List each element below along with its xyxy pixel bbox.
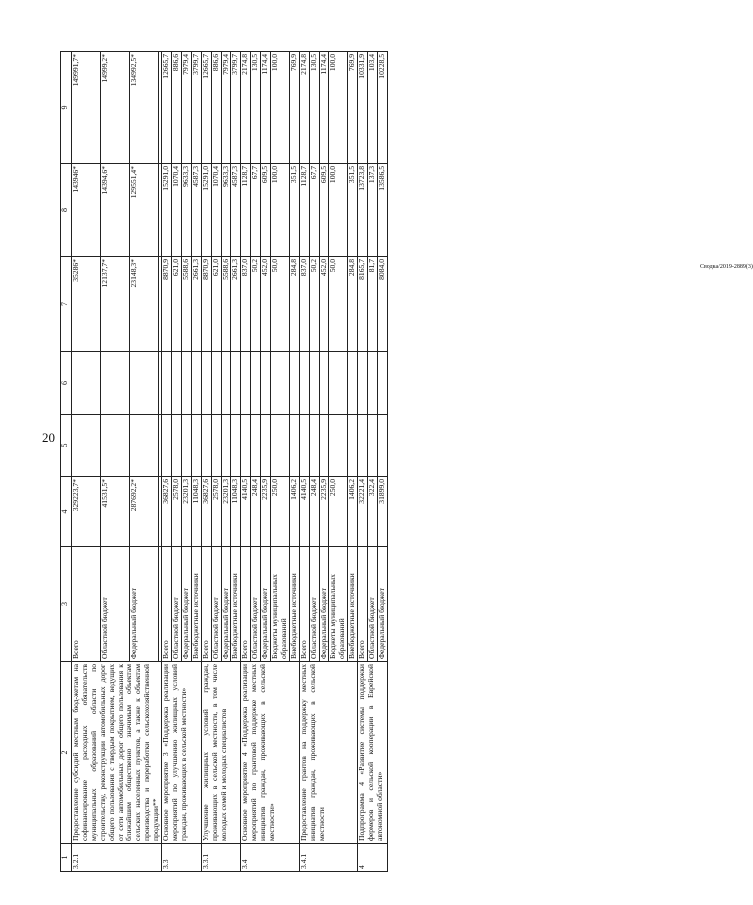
value-c9: 134992,5*: [130, 52, 159, 164]
funding-source: Областной бюджет: [368, 547, 378, 662]
value-c5: [329, 415, 348, 477]
value-c7: 8165,7: [358, 257, 368, 352]
value-c4: 36827,6: [162, 477, 172, 547]
value-c4: 322,4: [368, 477, 378, 547]
funding-source: Федеральный бюджет: [261, 547, 271, 662]
footer-note: Сводка/2019-2889(3): [700, 264, 753, 270]
value-c6: [72, 352, 101, 415]
value-c6: [191, 352, 201, 415]
value-c6: [329, 352, 348, 415]
value-c7: 50,2: [251, 257, 261, 352]
value-c6: [201, 352, 211, 415]
value-c6: [358, 352, 368, 415]
value-c4: 11048,3: [231, 477, 241, 547]
value-c6: [289, 352, 299, 415]
row-description: Основное мероприятие 3 «Поддержка реализации мероприятий по улучшению жилищных условий граждан, проживающих в сельской местности»: [162, 662, 202, 844]
value-c5: [319, 415, 329, 477]
value-c9: 100,0: [329, 52, 348, 164]
table-row: [299, 52, 309, 872]
value-c5: [181, 415, 191, 477]
value-c8: 15291,0: [162, 164, 172, 257]
header-cell: 5: [61, 415, 72, 477]
value-c7: 621,0: [171, 257, 181, 352]
value-c5: [130, 415, 159, 477]
value-c8: 1128,7: [299, 164, 309, 257]
funding-source: Федеральный бюджет: [319, 547, 329, 662]
row-code: 3.4.1: [299, 844, 357, 872]
value-c8: 9633,3: [181, 164, 191, 257]
value-c6: [130, 352, 159, 415]
value-c8: 129551,4*: [130, 164, 159, 257]
value-c6: [221, 352, 231, 415]
value-c7: 35286*: [72, 257, 101, 352]
value-c9: 100,0: [271, 52, 290, 164]
funding-source: Внебюджетные источники: [231, 547, 241, 662]
value-c6: [162, 352, 172, 415]
value-c9: 7979,4: [221, 52, 231, 164]
funding-source: Внебюджетные источники: [191, 547, 201, 662]
row-code: 3.4: [241, 844, 299, 872]
funding-source: Областной бюджет: [251, 547, 261, 662]
value-c8: 351,5: [289, 164, 299, 257]
value-c4: 11048,3: [191, 477, 201, 547]
value-c5: [271, 415, 290, 477]
value-c7: 2661,3: [191, 257, 201, 352]
header-cell: 1: [61, 844, 72, 872]
funding-source: Всего: [162, 547, 172, 662]
value-c5: [171, 415, 181, 477]
value-c9: 3799,7: [231, 52, 241, 164]
value-c6: [348, 352, 358, 415]
value-c5: [299, 415, 309, 477]
value-c9: 12665,7: [162, 52, 172, 164]
value-c4: 41531,5*: [101, 477, 130, 547]
value-c6: [231, 352, 241, 415]
value-c5: [289, 415, 299, 477]
value-c4: 23201,3: [221, 477, 231, 547]
table-row: [201, 52, 211, 872]
value-c6: [299, 352, 309, 415]
funding-source: Бюджеты муниципальных образований: [329, 547, 348, 662]
value-c5: [72, 415, 101, 477]
header-cell: 8: [61, 164, 72, 257]
value-c6: [378, 352, 388, 415]
value-c8: 1070,4: [171, 164, 181, 257]
value-c9: 769,9: [348, 52, 358, 164]
funding-source: Бюджеты муниципальных образований: [271, 547, 290, 662]
value-c5: [348, 415, 358, 477]
funding-source: Областной бюджет: [101, 547, 130, 662]
value-c5: [378, 415, 388, 477]
value-c9: 769,9: [289, 52, 299, 164]
value-c4: 2578,0: [211, 477, 221, 547]
value-c8: 14394,6*: [101, 164, 130, 257]
value-c5: [201, 415, 211, 477]
value-c7: 284,8: [348, 257, 358, 352]
value-c8: 4587,3: [191, 164, 201, 257]
value-c4: 23201,3: [181, 477, 191, 547]
table-row: [72, 52, 101, 872]
value-c8: 100,0: [271, 164, 290, 257]
value-c7: 452,0: [261, 257, 271, 352]
value-c6: [251, 352, 261, 415]
funding-source: Областной бюджет: [211, 547, 221, 662]
table-row: [241, 52, 251, 872]
value-c9: 7979,4: [181, 52, 191, 164]
header-cell: 2: [61, 662, 72, 844]
value-c8: 609,5: [319, 164, 329, 257]
value-c5: [231, 415, 241, 477]
value-c4: 1406,2: [289, 477, 299, 547]
value-c6: [241, 352, 251, 415]
funding-source: Областной бюджет: [309, 547, 319, 662]
table-row: [358, 52, 368, 872]
value-c6: [171, 352, 181, 415]
value-c4: 329223,7*: [72, 477, 101, 547]
row-description: Основное мероприятие 4 «Поддержка реализации мероприятий по грантовой поддержке местных инициатив граждан, проживающих в сельской местности»: [241, 662, 299, 844]
value-c7: 2661,3: [231, 257, 241, 352]
value-c4: 287692,2*: [130, 477, 159, 547]
value-c7: 50,0: [271, 257, 290, 352]
value-c8: 15291,0: [201, 164, 211, 257]
header-cell: 4: [61, 477, 72, 547]
value-c7: 81,7: [368, 257, 378, 352]
value-c7: 5588,6: [181, 257, 191, 352]
value-c9: 2174,8: [241, 52, 251, 164]
value-c6: [309, 352, 319, 415]
value-c8: 351,5: [348, 164, 358, 257]
value-c7: 5588,6: [221, 257, 231, 352]
row-description: Подпрограмма 4 «Развитие системы поддержки фермеров и сельской кооперации в Еврейской автономной области»: [358, 662, 388, 844]
row-code: 3.3.1: [201, 844, 241, 872]
value-c8: 609,5: [261, 164, 271, 257]
value-c5: [162, 415, 172, 477]
value-c7: 50,2: [309, 257, 319, 352]
value-c8: 13586,5: [378, 164, 388, 257]
value-c6: [181, 352, 191, 415]
value-c9: 10331,9: [358, 52, 368, 164]
row-description: Предоставление субсидий местным бюд-жетам на софинансирование расходных обязательств муниципальных образований области по строительству, реконструкции автомобильных дорог общего пользования с твердым покрытием, ведущих от сети автомобильных дорог общего пользования к ближайшим общественно значимым объектам сельских населенных пунктов, а также к объектам производства и переработки сельскохозяйственной продукции**: [72, 662, 162, 844]
value-c9: 130,5: [251, 52, 261, 164]
value-c4: 4140,5: [299, 477, 309, 547]
row-code: 4: [358, 844, 388, 872]
funding-source: Федеральный бюджет: [181, 547, 191, 662]
value-c9: 10228,5: [378, 52, 388, 164]
funding-source: Всего: [358, 547, 368, 662]
row-description: Предоставление грантов на поддержку местных инициатив граждан, проживающих в сельской местности: [299, 662, 357, 844]
value-c5: [241, 415, 251, 477]
value-c7: 452,0: [319, 257, 329, 352]
value-c6: [211, 352, 221, 415]
value-c6: [319, 352, 329, 415]
funding-source: Внебюджетные источники: [289, 547, 299, 662]
value-c6: [261, 352, 271, 415]
value-c9: 886,6: [171, 52, 181, 164]
value-c9: 130,5: [309, 52, 319, 164]
value-c5: [358, 415, 368, 477]
value-c5: [191, 415, 201, 477]
table-body: [61, 52, 388, 872]
funding-source: Областной бюджет: [171, 547, 181, 662]
value-c7: 12137,7*: [101, 257, 130, 352]
funding-source: Внебюджетные источники: [348, 547, 358, 662]
value-c8: 1128,7: [241, 164, 251, 257]
value-c4: 2578,0: [171, 477, 181, 547]
value-c4: 248,4: [309, 477, 319, 547]
value-c7: 8870,9: [162, 257, 172, 352]
value-c5: [251, 415, 261, 477]
value-c8: 143946*: [72, 164, 101, 257]
value-c4: 36827,6: [201, 477, 211, 547]
header-cell: 7: [61, 257, 72, 352]
value-c4: 248,4: [251, 477, 261, 547]
rotated-page: [60, 52, 753, 872]
budget-table: [60, 51, 388, 872]
value-c7: 50,0: [329, 257, 348, 352]
row-code: 3.2.1: [72, 844, 162, 872]
value-c5: [211, 415, 221, 477]
value-c4: 250,0: [329, 477, 348, 547]
value-c7: 8084,0: [378, 257, 388, 352]
value-c7: 837,0: [241, 257, 251, 352]
funding-source: Всего: [72, 547, 101, 662]
value-c8: 13723,8: [358, 164, 368, 257]
row-code: 3.3: [162, 844, 202, 872]
value-c8: 67,7: [309, 164, 319, 257]
value-c8: 1070,4: [211, 164, 221, 257]
value-c8: 9633,3: [221, 164, 231, 257]
value-c9: 3799,7: [191, 52, 201, 164]
value-c6: [271, 352, 290, 415]
funding-source: Всего: [201, 547, 211, 662]
value-c7: 837,0: [299, 257, 309, 352]
value-c9: 1174,4: [261, 52, 271, 164]
value-c8: 67,7: [251, 164, 261, 257]
value-c7: 8870,9: [201, 257, 211, 352]
value-c5: [101, 415, 130, 477]
header-row: [61, 52, 72, 872]
funding-source: Всего: [299, 547, 309, 662]
funding-source: Федеральный бюджет: [130, 547, 159, 662]
value-c4: 1406,2: [348, 477, 358, 547]
value-c9: 886,6: [211, 52, 221, 164]
value-c4: 32221,4: [358, 477, 368, 547]
value-c9: 12665,7: [201, 52, 211, 164]
row-description: Улучшение жилищных условий граждан, проживающих в сельской местности, в том числе молодых семей и молодых специалистов: [201, 662, 241, 844]
value-c6: [368, 352, 378, 415]
value-c7: 23148,3*: [130, 257, 159, 352]
page-number: 20: [42, 430, 55, 445]
value-c7: 284,8: [289, 257, 299, 352]
value-c9: 149991,7*: [72, 52, 101, 164]
value-c7: 621,0: [211, 257, 221, 352]
header-cell: 3: [61, 547, 72, 662]
value-c9: 1174,4: [319, 52, 329, 164]
value-c5: [309, 415, 319, 477]
value-c9: 2174,8: [299, 52, 309, 164]
value-c4: 31899,0: [378, 477, 388, 547]
value-c6: [101, 352, 130, 415]
value-c4: 2235,9: [319, 477, 329, 547]
funding-source: Федеральный бюджет: [378, 547, 388, 662]
value-c5: [368, 415, 378, 477]
value-c5: [221, 415, 231, 477]
value-c8: 137,3: [368, 164, 378, 257]
value-c5: [261, 415, 271, 477]
value-c4: 4140,5: [241, 477, 251, 547]
funding-source: Всего: [241, 547, 251, 662]
funding-source: Федеральный бюджет: [221, 547, 231, 662]
header-cell: 9: [61, 52, 72, 164]
value-c8: 100,0: [329, 164, 348, 257]
value-c4: 250,0: [271, 477, 290, 547]
table-row: [162, 52, 172, 872]
value-c9: 103,4: [368, 52, 378, 164]
value-c4: 2235,9: [261, 477, 271, 547]
header-cell: 6: [61, 352, 72, 415]
value-c9: 14999,2*: [101, 52, 130, 164]
value-c8: 4587,3: [231, 164, 241, 257]
